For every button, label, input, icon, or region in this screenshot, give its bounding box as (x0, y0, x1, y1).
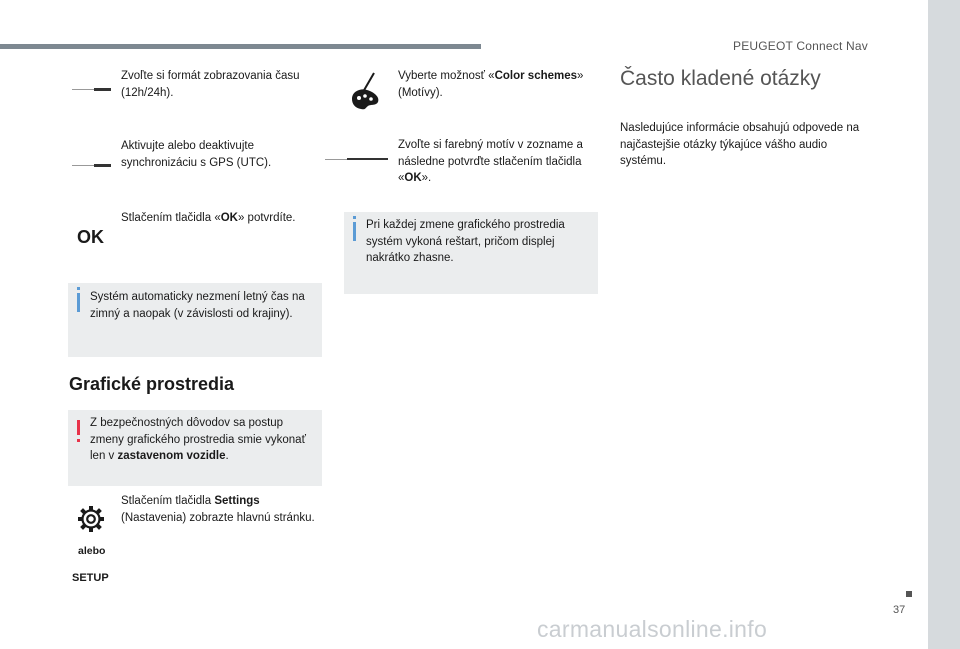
settings-text: Stlačením tlačidla Settings (Nastavenia) zobrazte hlavnú stránku. (121, 495, 315, 524)
gps-sync-text: Aktivujte alebo deaktivujte synchronizáciu s GPS (UTC). (121, 140, 272, 169)
warning-box-text: Z bezpečnostných dôvodov sa postup zmeny grafického prostredia smie vykonať len v zastavenom vozidle. (90, 417, 306, 462)
section-title: Grafické prostredia (69, 374, 235, 394)
page-marker (906, 591, 912, 597)
info-box-text: Systém automaticky nezmení letný čas na zimný a naopak (v závislosti od krajiny). (90, 291, 305, 320)
info-box (68, 283, 322, 357)
page-number: 37 (893, 604, 906, 616)
setup-label: SETUP (72, 572, 109, 584)
header-title: PEUGEOT Connect Nav (733, 39, 868, 53)
info-box-text: Pri každej zmene grafického prostredia systém vykoná reštart, pričom displej nakrátko zhasne. (366, 219, 565, 264)
faq-title: Často kladené otázky (620, 67, 821, 90)
header-bar (0, 44, 481, 49)
warning-icon (77, 420, 80, 435)
info-box (344, 212, 598, 294)
button-line-icon (94, 164, 111, 167)
info-icon (353, 222, 356, 241)
palette-icon (349, 71, 383, 111)
list-line-icon (347, 158, 388, 160)
info-icon (77, 293, 80, 312)
watermark: carmanualsonline.info (537, 616, 768, 642)
side-strip (928, 0, 960, 649)
choose-theme-text: Zvoľte si farebný motív v zozname a následne potvrďte stlačením tlačidla «OK». (398, 139, 583, 184)
button-line-icon (94, 88, 111, 91)
color-schemes-text: Vyberte možnosť «Color schemes» (Motívy). (398, 70, 584, 99)
faq-intro-text: Nasledujúce informácie obsahujú odpovede na najčastejšie otázky týkajúce vášho audio systému. (620, 122, 860, 167)
time-format-text: Zvoľte si formát zobrazovania času (12h/24h). (121, 70, 300, 99)
ok-icon: OK (77, 227, 104, 247)
settings-gear-icon (77, 505, 105, 533)
or-label: alebo (78, 545, 106, 557)
warning-box (68, 410, 322, 486)
confirm-text: Stlačením tlačidla «OK» potvrdíte. (121, 212, 296, 224)
